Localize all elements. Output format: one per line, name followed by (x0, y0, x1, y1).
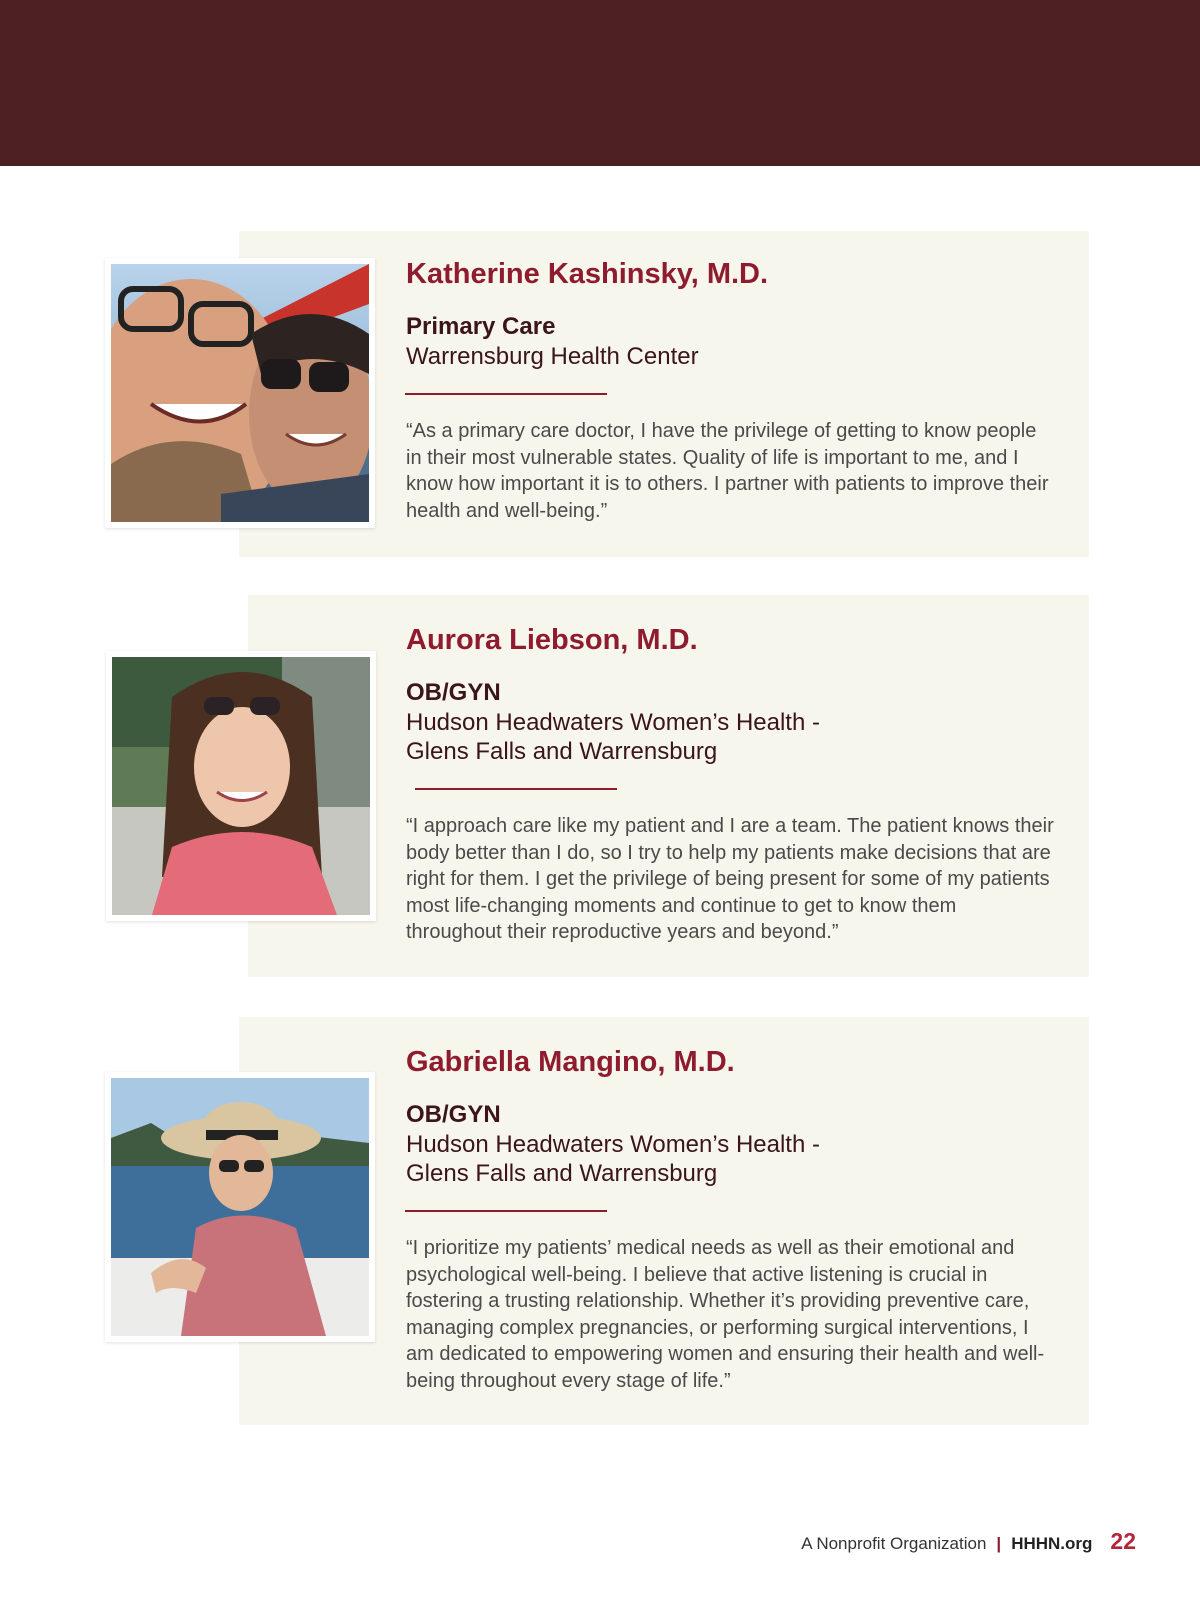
doctor-location (406, 1130, 966, 1188)
doctor-photo (112, 657, 370, 915)
doctor-specialty: Primary Care (406, 313, 556, 340)
divider (415, 788, 617, 790)
doctor-specialty: OB/GYN (406, 679, 501, 706)
doctor-specialty: OB/GYN (406, 1101, 501, 1128)
doctor-photo-frame (105, 258, 375, 528)
doctor-quote: “I approach care like my patient and I are a team. The patient knows their body better than I do, so I try to help my patients make decisions that are right for them. I get the privilege of being present for some of my patients most life-changing moments and continue to get to know them throughout their reproductive years and beyond.” (406, 815, 1054, 944)
doctor-location-line: Warrensburg Health Center (406, 343, 699, 370)
doctor-quote: “As a primary care doctor, I have the privilege of getting to know people in their most vulnerable states. Quality of life is important to me, and I know how important it is to others. I partner with patients to improve their health and well-being.” (406, 420, 1049, 522)
doctor-location-line: Glens Falls and Warrensburg (406, 1160, 718, 1187)
doctor-photo-frame (105, 1072, 375, 1342)
doctor-photo-frame (106, 651, 376, 921)
doctor-location-line: Hudson Headwaters Women’s Health - (406, 1131, 820, 1158)
doctor-location (406, 342, 966, 371)
footer-site-link[interactable]: HHHN.org (1011, 1534, 1093, 1553)
doctor-name: Katherine Kashinsky, M.D. (406, 258, 769, 290)
header-band (0, 0, 1200, 166)
footer-org: A Nonprofit Organization (801, 1534, 987, 1553)
footer-separator: | (996, 1534, 1002, 1553)
page-number: 22 (1110, 1528, 1136, 1554)
doctor-photo (111, 264, 369, 522)
doctor-location-line: Hudson Headwaters Women’s Health - (406, 709, 820, 736)
divider (405, 393, 607, 395)
doctor-quote: “I prioritize my patients’ medical needs as well as their emotional and psychological well-being. I believe that active listening is crucial in fostering a trusting relationship. Whether it’s providing preventive care, managing complex pregnancies, or performing surgical interventions, I am dedicated to empowering women and ensuring their health and well-being throughout every stage of life.” (406, 1237, 1045, 1392)
doctor-name: Aurora Liebson, M.D. (406, 624, 698, 656)
doctor-name: Gabriella Mangino, M.D. (406, 1046, 735, 1078)
doctor-location (406, 708, 966, 766)
page-footer (801, 1528, 1136, 1555)
divider (405, 1210, 607, 1212)
doctor-photo (111, 1078, 369, 1336)
doctor-location-line: Glens Falls and Warrensburg (406, 738, 718, 765)
